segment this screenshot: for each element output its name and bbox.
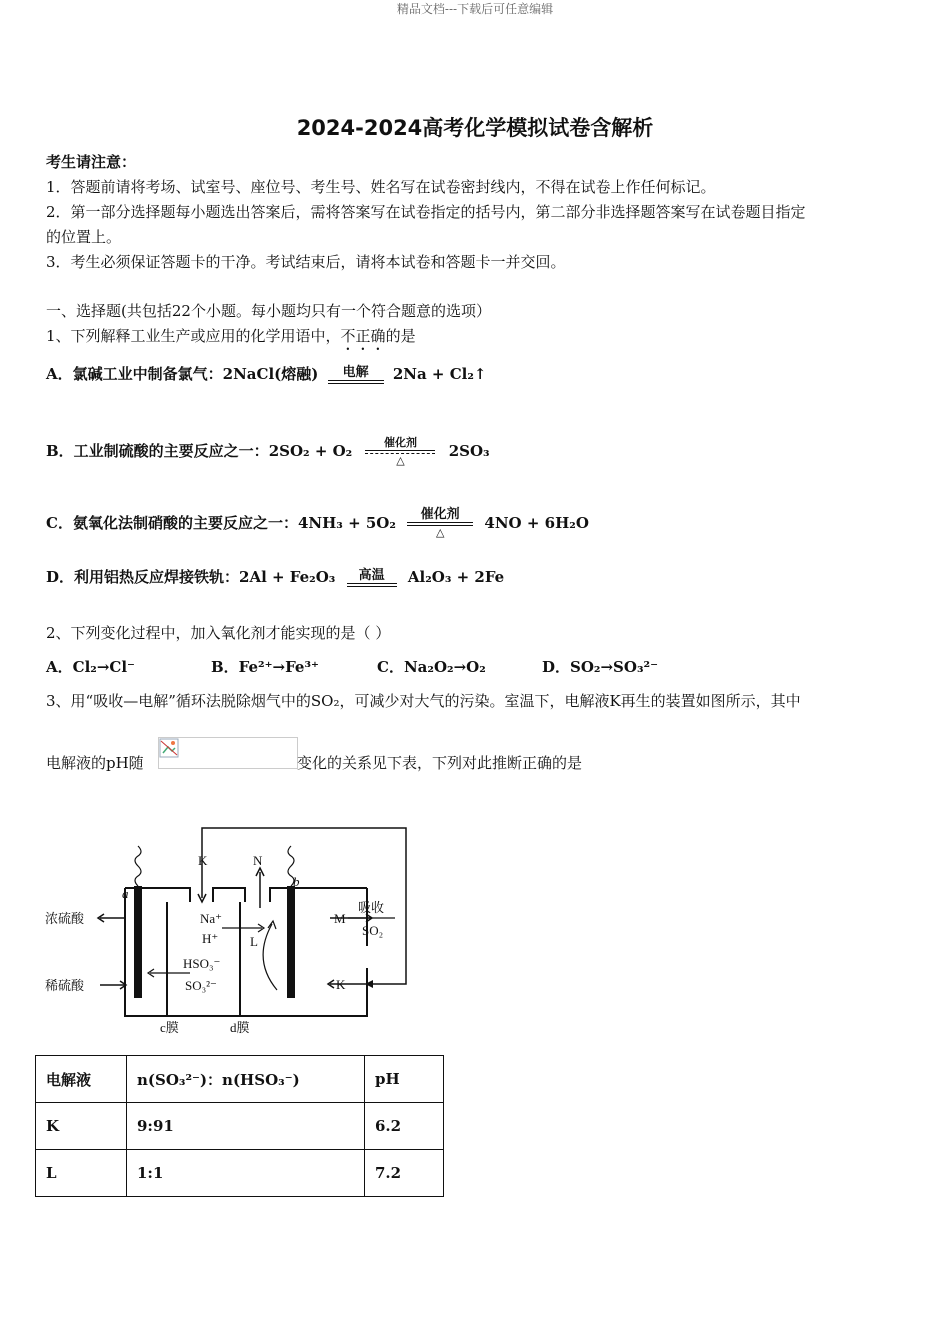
q2-option-a: A．Cl₂→Cl⁻ (46, 658, 135, 676)
electrode-b (287, 886, 295, 998)
q1-b-right: 2SO₃ (448, 442, 490, 460)
notice-item-2: 2．第一部分选择题每小题选出答案后，需将答案写在试卷指定的括号内，第二部分非选择题答案写在试卷题目指定 (46, 203, 806, 221)
label-hso3: HSO₃⁻ (183, 956, 221, 971)
label-so2: SO₂ (362, 923, 384, 938)
q1-a-condition (328, 366, 384, 384)
broken-image-icon (159, 738, 179, 758)
q1-option-c (46, 508, 589, 540)
notice-heading: 考生请注意： (46, 153, 137, 171)
q1-d-condition (347, 569, 397, 587)
table-header-row (36, 1056, 444, 1103)
label-so3: SO₃²⁻ (185, 978, 217, 993)
table-row (36, 1150, 444, 1197)
q1-b-label: B．工业制硫酸的主要反应之一： (46, 442, 269, 460)
q1-stem (46, 326, 416, 354)
q1-d-right: Al₂O₃ + 2Fe (407, 568, 505, 586)
table-header: 电解液 (36, 1056, 127, 1103)
q3-stem-line1: 3、用“吸收—电解”循环法脱除烟气中的SO₂，可减少对大气的污染。室温下，电解液K再生的装置如图所示，其中 (46, 692, 801, 710)
label-m: M (334, 911, 346, 926)
q1-stem-prefix: 1、下列解释工业生产或应用的化学用语中， (46, 327, 341, 345)
notice-item-3: 3．考生必须保证答题卡的干净。考试结束后，请将本试卷和答题卡一并交回。 (46, 253, 566, 271)
q1-option-b (46, 436, 490, 468)
label-k-top: K (198, 853, 208, 868)
q3-stem-line2-post: 变化的关系见下表，下列对此推断正确的是 (297, 754, 583, 772)
page-watermark: 精品文档---下载后可任意编辑 (396, 2, 554, 16)
label-c-membrane: c膜 (160, 1020, 179, 1035)
label-d-membrane: d膜 (230, 1020, 250, 1035)
ph-table (35, 1055, 444, 1197)
label-k-right: K (336, 977, 346, 992)
table-cell: 1:1 (127, 1150, 365, 1197)
label-dil-acid: 稀硫酸 (45, 978, 85, 993)
label-conc-acid: 浓硫酸 (45, 911, 85, 926)
q1-d-cond-top: 高温 (358, 568, 385, 583)
label-a: a (122, 886, 129, 901)
page-title: 2024-2024高考化学模拟试卷含解析 (296, 116, 654, 140)
table-cell: L (36, 1150, 127, 1197)
table-row (36, 1103, 444, 1150)
table-cell: 7.2 (365, 1150, 444, 1197)
q3-stem-line2-pre: 电解液的pH随 (46, 754, 144, 772)
electrolysis-diagram (40, 820, 420, 1040)
q1-c-condition (407, 508, 473, 540)
q1-c-cond-bot: △ (435, 526, 445, 539)
section-heading: 一、选择题(共包括22个小题。每小题均只有一个符合题意的选项） (46, 302, 491, 320)
q1-a-cond-top: 电解 (342, 365, 369, 380)
q1-c-cond-top: 催化剂 (420, 507, 460, 522)
q1-d-left: 2Al + Fe₂O₃ (239, 568, 336, 586)
q2-option-d: D．SO₂→SO₃²⁻ (542, 658, 659, 676)
table-cell: K (36, 1103, 127, 1150)
q2-option-c: C．Na₂O₂→O₂ (377, 658, 486, 676)
q1-b-condition (365, 436, 435, 468)
electrode-a (134, 886, 142, 998)
q1-c-left: 4NH₃ + 5O₂ (297, 514, 396, 532)
table-cell: 6.2 (365, 1103, 444, 1150)
q1-d-label: D．利用铝热反应焊接铁轨： (46, 568, 240, 586)
q1-option-a (46, 364, 486, 384)
label-b: b (293, 874, 300, 889)
q1-stem-emphasis: 不正确 (340, 327, 386, 345)
q1-b-left: 2SO₂ + O₂ (268, 442, 353, 460)
table-cell: 9:91 (127, 1103, 365, 1150)
q1-c-label: C．氨氧化法制硝酸的主要反应之一： (46, 514, 298, 532)
q1-a-label: A．氯碱工业中制备氯气： (46, 365, 223, 383)
q2-option-b: B．Fe²⁺→Fe³⁺ (211, 658, 319, 676)
label-na: Na⁺ (200, 911, 223, 926)
label-l: L (250, 934, 258, 949)
q1-option-d (46, 567, 504, 587)
table-header: pH (365, 1056, 444, 1103)
notice-item-1: 1．答题前请将考场、试室号、座位号、考生号、姓名写在试卷密封线内，不得在试卷上作任何标记。 (46, 178, 716, 196)
label-absorb: 吸收 (358, 900, 385, 915)
q1-b-cond-top: 催化剂 (383, 436, 417, 449)
broken-image-placeholder (158, 737, 298, 769)
label-n-top: N (253, 853, 263, 868)
table-header: n(SO₃²⁻)：n(HSO₃⁻) (127, 1056, 365, 1103)
q1-a-right: 2Na + Cl₂↑ (392, 365, 487, 383)
q1-a-left: 2NaCl(熔融) (222, 365, 319, 383)
q2-stem: 2、下列变化过程中，加入氧化剂才能实现的是（ ） (46, 624, 391, 642)
q1-c-right: 4NO + 6H₂O (484, 514, 589, 532)
q1-stem-suffix: 的是 (385, 327, 416, 345)
notice-item-2-cont: 的位置上。 (46, 228, 122, 246)
label-h: H⁺ (202, 931, 219, 946)
q1-b-cond-bot: △ (396, 454, 405, 467)
